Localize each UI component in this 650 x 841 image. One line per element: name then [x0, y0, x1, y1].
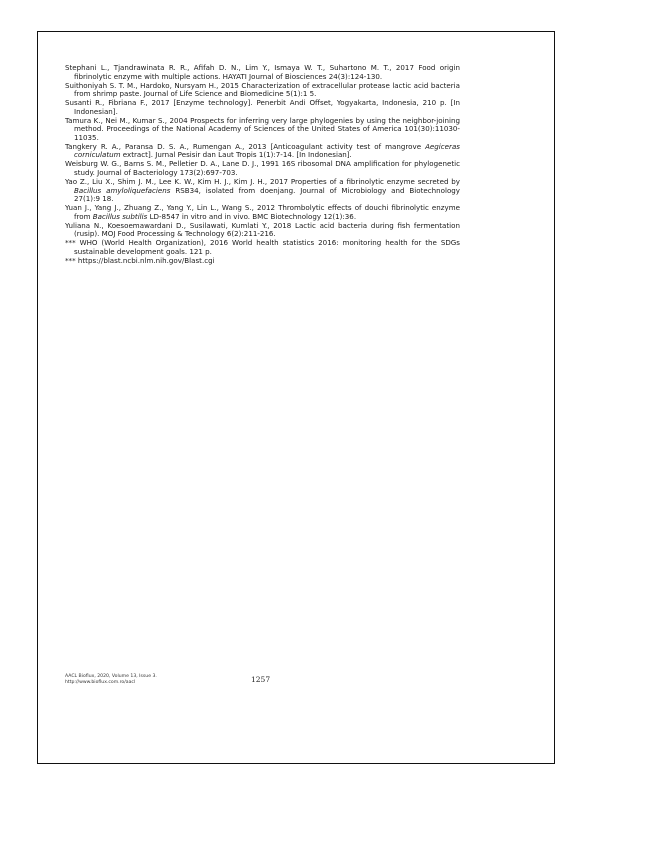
reference-item: Tangkery R. A., Paransa D. S. A., Rumengan A., 2013 [Anticoagulant activity test of mangrove Aegiceras corniculatum extract]. Jurnal Pesisir dan Laut Tropis 1(1):7-14. [In Indonesian].	[65, 141, 460, 160]
footer-url[interactable]: http://www.bioflux.com.ro/aacl	[65, 679, 136, 685]
reference-item: Yuan J., Yang J., Zhuang Z., Yang Y., Lin L., Wang S., 2012 Thrombolytic effects of douchi fibrinolytic enzyme from Bacillus subtilis LD-8547 in vitro and in vivo. BMC Biotechnology 12(1):36.	[65, 203, 460, 221]
reference-item: Suithoniyah S. T. M., Hardoko, Nursyam H., 2015 Characterization of extracellular protease lactic acid bacteria from shrimp paste. Journal of Life Science and Biomedicine 5(1):1 5.	[65, 80, 460, 99]
reference-item: Yao Z., Liu X., Shim J. M., Lee K. W., Kim H. J., Kim J. H., 2017 Properties of a fibrinolytic enzyme secreted by Bacillus amyloliquefaciens RSB34, isolated from doenjang. Journal of Microbiology and Biotechnology 27(1):9 18.	[65, 177, 460, 204]
reference-item: Tamura K., Nei M., Kumar S., 2004 Prospects for inferring very large phylogenies by using the neighbor-joining method. Proceedings of the National Academy of Sciences of the United States of America 101(30):11030-11035.	[65, 115, 460, 142]
reference-item: *** WHO (World Health Organization), 2016 World health statistics 2016: monitoring health for the SDGs sustainable development goals. 121 p.	[65, 238, 460, 256]
reference-item: Susanti R., Fibriana F., 2017 [Enzyme technology]. Penerbit Andi Offset, Yogyakarta, Indonesia, 210 p. [In Indonesian].	[65, 98, 460, 116]
reference-list	[65, 64, 460, 266]
reference-item: Weisburg W. G., Barns S. M., Pelletier D. A., Lane D. J., 1991 16S ribosomal DNA amplification for phylogenetic study. Journal of Bacteriology 173(2):697-703.	[65, 159, 460, 177]
reference-item: *** https://blast.ncbi.nlm.nih.gov/Blast.cgi	[65, 255, 215, 265]
species-name: Aegiceras corniculatum	[74, 141, 460, 160]
species-name: Bacillus subtilis	[92, 211, 148, 221]
reference-item: Stephani L., Tjandrawinata R. R., Afifah D. N., Lim Y., Ismaya W. T., Suhartono M. T., 2017 Food origin fibrinolytic enzyme with multiple actions. HAYATI Journal of Biosciences 24(3):124-130.	[65, 63, 460, 81]
page-number: 1257	[251, 675, 271, 684]
reference-item: Yuliana N., Koesoemawardani D., Susilawati, Kumlati Y., 2018 Lactic acid bacteria during fish fermentation (rusip). MOJ Food Processing & Technology 6(2):211-216.	[65, 220, 460, 239]
species-name: Bacillus amyloliquefaciens	[74, 185, 171, 195]
footer-journal: AACL Bioflux, 2020, Volume 13, Issue 3.	[65, 674, 157, 679]
footer-citation	[65, 674, 157, 686]
